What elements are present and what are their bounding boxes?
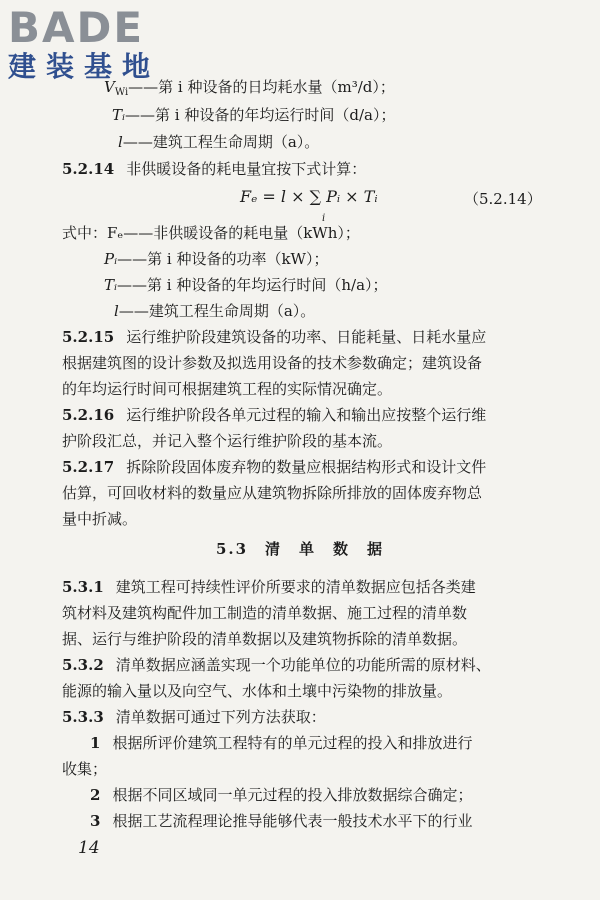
text-line: Tᵢ——第 i 种设备的年均运行时间（h/a）；	[104, 276, 388, 294]
list-item: 2 根据不同区域同一单元过程的投入排放数据综合确定；	[90, 786, 473, 804]
page-number: 14	[78, 838, 100, 858]
text-line: l——建筑工程生命周期（a）。	[118, 133, 320, 151]
list-item: 1 根据所评价建筑工程特有的单元过程的投入和排放进行	[90, 734, 473, 752]
equation-number: （5.2.14）	[464, 190, 542, 208]
clause-5-2-16: 5.2.16 运行维护阶段各单元过程的输入和输出应按整个运行维	[62, 406, 487, 424]
clause-5-2-17: 5.2.17 拆除阶段固体废弃物的数量应根据结构形式和设计文件	[62, 458, 487, 476]
section-heading: 5.3 清 单 数 据	[215, 540, 385, 558]
text-line: 式中：Fₑ——非供暖设备的耗电量（kWh）；	[62, 224, 360, 242]
formula-sum-index: i	[322, 213, 326, 224]
logo-wordmark: BADE	[8, 3, 145, 52]
text-line: 估算，可回收材料的数量应从建筑物拆除所排放的固体废弃物总	[62, 484, 483, 502]
list-item: 3 根据工艺流程理论推导能够代表一般技术水平下的行业	[90, 812, 473, 830]
text-line: 能源的输入量以及向空气、水体和土壤中污染物的排放量。	[62, 682, 453, 700]
text-line: l——建筑工程生命周期（a）。	[114, 302, 316, 320]
clause-5-2-14: 5.2.14 非供暖设备的耗电量宜按下式计算：	[62, 160, 367, 178]
text-line: 筑材料及建筑构配件加工制造的清单数据、施工过程的清单数	[62, 604, 468, 622]
text-line: 的年均运行时间可根据建筑工程的实际情况确定。	[62, 380, 393, 398]
clause-5-2-15: 5.2.15 运行维护阶段建筑设备的功率、日能耗量、日耗水量应	[62, 328, 487, 346]
text-line: Tᵢ——第 i 种设备的年均运行时间（d/a）；	[112, 106, 396, 124]
clause-5-3-1: 5.3.1 建筑工程可持续性评价所要求的清单数据应包括各类建	[62, 578, 476, 596]
text-line: 量中折减。	[62, 510, 138, 528]
text-line: $V_{Wi}——$第 i 种设备的日均耗水量（m³/d）；	[104, 78, 395, 98]
clause-5-3-2: 5.3.2 清单数据应涵盖实现一个功能单位的功能所需的原材料、	[62, 656, 491, 674]
logo-subtitle: 建装基地	[8, 50, 161, 83]
formula-5-2-14: Fₑ = l × ∑ Pᵢ × Tᵢ	[240, 187, 378, 206]
text-line: 护阶段汇总，并记入整个运行维护阶段的基本流。	[62, 432, 393, 450]
text-line: Pᵢ——第 i 种设备的功率（kW）；	[104, 250, 329, 268]
clause-5-3-3: 5.3.3 清单数据可通过下列方法获取：	[62, 708, 326, 726]
text-line: 根据建筑图的设计参数及拟选用设备的技术参数确定；建筑设备	[62, 354, 483, 372]
text-line: 据、运行与维护阶段的清单数据以及建筑物拆除的清单数据。	[62, 630, 468, 648]
text-line: 收集；	[62, 760, 108, 778]
